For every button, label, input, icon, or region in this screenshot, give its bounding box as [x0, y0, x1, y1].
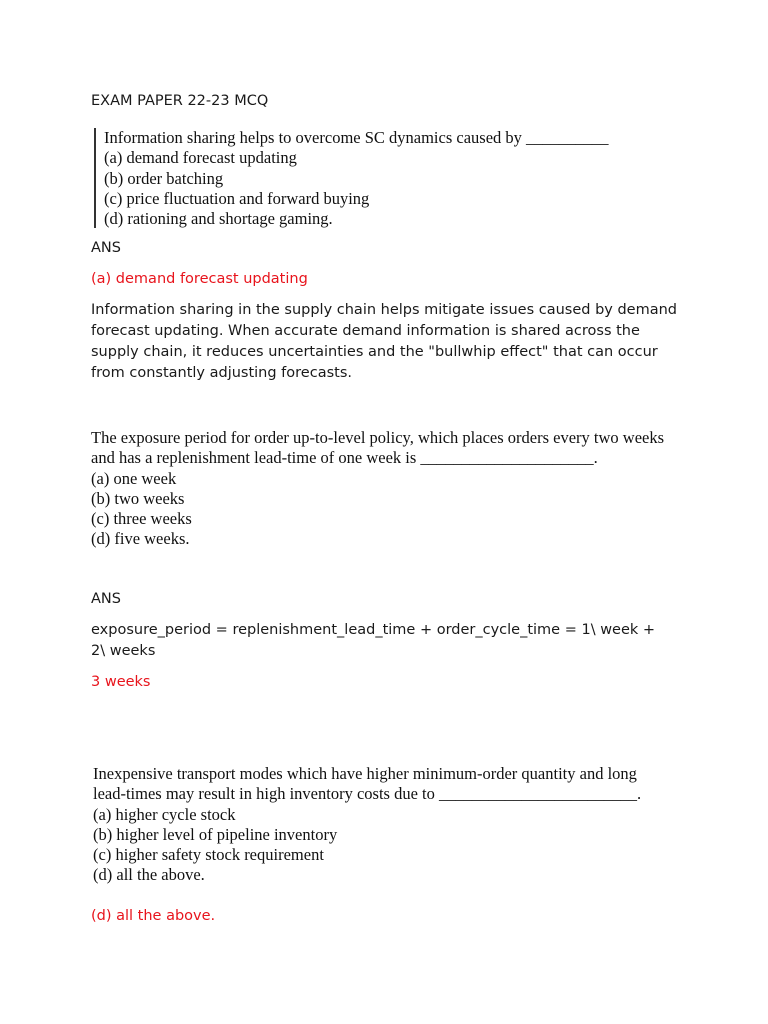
question-1-answer: (a) demand forecast updating — [91, 271, 308, 287]
question-2-stem-line-2: and has a replenishment lead-time of one week is _____________________. — [91, 448, 598, 468]
question-2-option-c: (c) three weeks — [91, 509, 192, 529]
question-1-option-d: (d) rationing and shortage gaming. — [104, 209, 333, 229]
question-1-stem: Information sharing helps to overcome SC dynamics caused by __________ — [104, 128, 609, 147]
question-1-option-b: (b) order batching — [104, 168, 224, 188]
question-1-ans-label: ANS — [91, 240, 121, 256]
question-2-formula-line-2: 2\ weeks — [91, 643, 156, 659]
question-2-option-d: (d) five weeks. — [91, 529, 190, 549]
question-1-explanation: Information sharing in the supply chain helps mitigate issues caused by demand forecast updating. When accurate demand information is shared across the supply chain, it reduces uncertainties and the "bullwhip effect" that can occur from constantly adjusting forecasts. — [91, 302, 677, 381]
question-3-option-d: (d) all the above. — [93, 865, 205, 885]
question-1-option-c: (c) price fluctuation and forward buying — [104, 188, 370, 208]
question-3-stem-line-2: lead-times may result in high inventory costs due to ________________________. — [93, 784, 642, 804]
question-3-image — [93, 764, 641, 886]
question-2-option-b: (b) two weeks — [91, 488, 185, 508]
question-1-image — [104, 128, 609, 229]
question-2-stem-line-1: The exposure period for order up-to-level policy, which places orders every two weeks — [91, 428, 665, 447]
question-3-option-b: (b) higher level of pipeline inventory — [93, 824, 338, 844]
question-3-answer: (d) all the above. — [91, 908, 216, 924]
question-2-option-a: (a) one week — [91, 468, 177, 488]
question-2-ans-label: ANS — [91, 591, 121, 607]
scan-margin-rule — [94, 128, 96, 228]
question-2-formula-line-1: exposure_period = replenishment_lead_time + order_cycle_time = 1\ week + — [91, 622, 656, 638]
question-2-image — [91, 428, 664, 550]
document-title: EXAM PAPER 22-23 MCQ — [91, 93, 269, 109]
question-2-answer: 3 weeks — [91, 674, 151, 690]
question-3-option-a: (a) higher cycle stock — [93, 804, 236, 824]
question-3-stem-line-1: Inexpensive transport modes which have higher minimum-order quantity and long — [93, 764, 637, 783]
question-3-option-c: (c) higher safety stock requirement — [93, 845, 324, 865]
question-1-option-a: (a) demand forecast updating — [104, 148, 297, 168]
